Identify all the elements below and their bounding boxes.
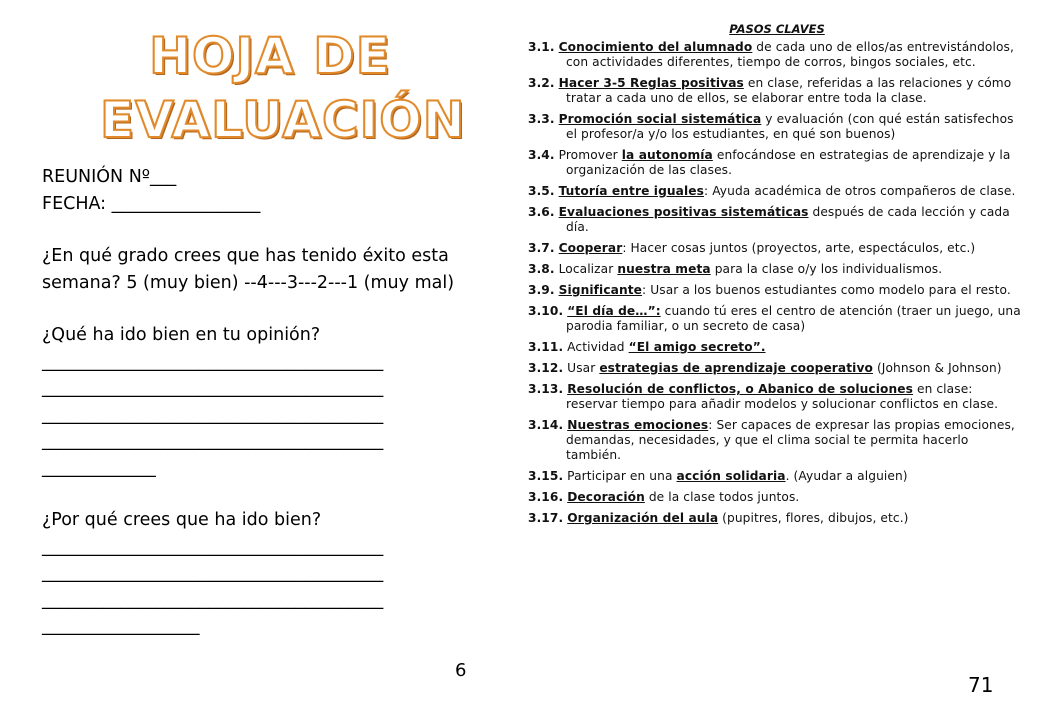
key-step-item <box>528 283 1026 298</box>
answer-line: _______________________________________ <box>42 536 384 557</box>
key-step-number: 3.14. <box>528 418 564 432</box>
key-step-item <box>528 262 1026 277</box>
key-step-text: y evaluación (con qué están satisfechos el profesor/a y/o los estudiantes, en qué son buenos) <box>566 112 1014 141</box>
key-step-prefix: Participar en una <box>563 469 677 483</box>
key-step-item <box>528 418 1026 463</box>
page-title <box>100 24 466 152</box>
key-step-item <box>528 469 1026 484</box>
key-step-prefix: Usar <box>563 361 600 375</box>
key-step-item <box>528 511 1026 526</box>
key-step-item <box>528 205 1026 235</box>
date-field: FECHA: _________________ <box>42 193 261 214</box>
key-step-item <box>528 148 1026 178</box>
key-step-prefix: Actividad <box>563 340 629 354</box>
key-step-keyword: Nuestras emociones <box>567 418 709 432</box>
key-step-number: 3.8. <box>528 262 555 276</box>
answer-line: _______________________________________ <box>42 563 384 583</box>
page-number-right: 71 <box>968 673 994 697</box>
question-3: ¿Por qué crees que ha ido bien? <box>42 510 322 530</box>
page-number-left: 6 <box>455 660 467 681</box>
key-step-keyword: acción solidaria <box>676 469 786 483</box>
key-step-item <box>528 184 1026 199</box>
key-step-text: : Usar a los buenos estudiantes como modelo para el resto. <box>642 283 1011 297</box>
answer-line: _____________ <box>42 457 156 478</box>
key-step-item <box>528 340 1026 355</box>
answer-line: _______________________________________ <box>42 378 384 398</box>
key-step-keyword: Organización del aula <box>567 511 719 525</box>
key-steps-panel <box>528 22 1026 532</box>
question-1-line-1: ¿En qué grado crees que has tenido éxito esta <box>42 246 449 266</box>
key-step-number: 3.17. <box>528 511 564 525</box>
key-step-number: 3.11. <box>528 340 564 354</box>
key-steps-header: PASOS CLAVES <box>729 22 825 36</box>
key-step-text: enfocándose en estrategias de aprendizaje y la organización de las clases. <box>566 148 1011 177</box>
spacer <box>42 217 482 243</box>
key-step-number: 3.2. <box>528 76 555 90</box>
key-step-text: (Johnson & Johnson) <box>872 361 1002 375</box>
key-step-keyword: Tutoría entre iguales <box>558 184 705 198</box>
key-step-number: 3.4. <box>528 148 555 162</box>
key-step-text: en clase: reservar tiempo para añadir modelos y solucionar conflictos en clase. <box>566 382 999 411</box>
title-line-2: EVALUACIÓN <box>100 91 466 149</box>
key-steps-list <box>528 40 1026 526</box>
key-step-number: 3.1. <box>528 40 555 54</box>
key-step-text: para la clase o/y los individualismos. <box>710 262 943 276</box>
key-step-keyword: “El amigo secreto”. <box>628 340 766 354</box>
answer-line: _______________________________________ <box>42 404 384 425</box>
key-step-number: 3.9. <box>528 283 555 297</box>
key-step-text: de cada uno de ellos/as entrevistándolos, con actividades diferentes, tiempo de corros, bingos sociales, etc. <box>566 40 1014 69</box>
key-step-keyword: Hacer 3-5 Reglas positivas <box>558 76 744 90</box>
key-step-keyword: Conocimiento del alumnado <box>558 40 753 54</box>
key-step-number: 3.15. <box>528 469 564 483</box>
key-step-prefix: Localizar <box>554 262 618 276</box>
key-step-keyword: “El día de…”: <box>567 304 661 318</box>
key-step-text: (pupitres, flores, dibujos, etc.) <box>718 511 909 525</box>
key-step-number: 3.5. <box>528 184 555 198</box>
key-step-keyword: Significante <box>558 283 643 297</box>
key-step-number: 3.12. <box>528 361 564 375</box>
key-step-text: : Hacer cosas juntos (proyectos, arte, espectáculos, etc.) <box>622 241 976 255</box>
key-step-text: cuando tú eres el centro de atención (traer un juego, una parodia familiar, o un secreto de casa) <box>566 304 1021 333</box>
evaluation-form <box>42 164 482 640</box>
key-step-number: 3.13. <box>528 382 564 396</box>
key-step-number: 3.3. <box>528 112 555 126</box>
key-step-item <box>528 382 1026 412</box>
key-step-prefix: Promover <box>554 148 622 162</box>
key-step-number: 3.10. <box>528 304 564 318</box>
key-step-keyword: Evaluaciones positivas sistemáticas <box>558 205 809 219</box>
answer-line: _______________________________________ <box>42 351 384 372</box>
answer-line: __________________ <box>42 616 200 636</box>
spacer <box>42 296 482 322</box>
key-step-keyword: Cooperar <box>558 241 623 255</box>
key-step-item <box>528 304 1026 334</box>
key-step-number: 3.16. <box>528 490 564 504</box>
meeting-number-field: REUNIÓN Nº___ <box>42 167 177 187</box>
key-step-item <box>528 40 1026 70</box>
answer-line: _______________________________________ <box>42 589 384 610</box>
key-step-text: : Ayuda académica de otros compañeros de clase. <box>704 184 1016 198</box>
key-step-number: 3.7. <box>528 241 555 255</box>
answer-line: _______________________________________ <box>42 431 384 451</box>
key-step-text: después de cada lección y cada día. <box>566 205 1010 234</box>
key-step-number: 3.6. <box>528 205 555 219</box>
key-step-text: : Ser capaces de expresar las propias emociones, demandas, necesidades, y que el clima social te permita hacerlo también. <box>566 418 1015 462</box>
question-1-line-2: semana? 5 (muy bien) --4---3---2---1 (muy mal) <box>42 272 455 293</box>
key-step-text: en clase, referidas a las relaciones y cómo tratar a cada uno de ellos, se elaborar entre toda la clase. <box>566 76 1012 105</box>
key-step-item <box>528 241 1026 256</box>
key-step-item <box>528 490 1026 505</box>
key-step-text: . (Ayudar a alguien) <box>785 469 908 483</box>
key-step-keyword: estrategias de aprendizaje cooperativo <box>599 361 873 375</box>
spacer <box>42 481 482 507</box>
key-step-keyword: Decoración <box>567 490 645 504</box>
question-2: ¿Qué ha ido bien en tu opinión? <box>42 325 321 345</box>
key-step-keyword: nuestra meta <box>617 262 711 276</box>
key-step-item <box>528 112 1026 142</box>
key-step-item <box>528 76 1026 106</box>
key-step-keyword: Resolución de conflictos, o Abanico de soluciones <box>567 382 914 396</box>
key-step-item <box>528 361 1026 376</box>
title-line-1: HOJA DE <box>149 27 391 85</box>
key-step-keyword: Promoción social sistemática <box>558 112 762 126</box>
key-step-text: de la clase todos juntos. <box>644 490 800 504</box>
key-step-keyword: la autonomía <box>621 148 713 162</box>
